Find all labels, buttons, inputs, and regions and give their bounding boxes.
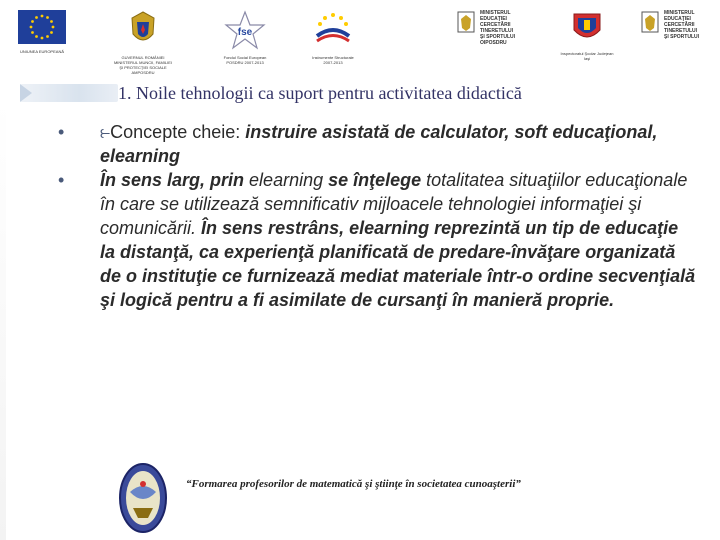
definition-part-2: elearning	[249, 170, 324, 190]
structural-caption: Instrumente Structurale 2007-2013	[312, 55, 354, 65]
list-item	[58, 120, 698, 168]
list-item	[58, 168, 698, 312]
content-body	[58, 120, 698, 312]
ministry-education-caption-2: MINISTERUL EDUCAŢIEI CERCETĂRII TINERETULUI ŞI SPORTULUI	[664, 10, 700, 40]
ministry-labour-logo	[104, 10, 182, 75]
definition-part-3: se înţelege	[323, 170, 427, 190]
project-emblem-logo	[118, 462, 168, 534]
footer-slogan: “Formarea profesorilor de matematică şi ştiinţe în societatea cunoaşterii”	[186, 478, 521, 490]
ministry-education-logo-2	[640, 10, 718, 40]
key-concepts-icon: ⥼	[100, 122, 111, 142]
title-decoration	[20, 84, 118, 102]
page-title: 1. Noile tehnologii ca suport pentru activitatea didactică	[118, 83, 522, 103]
fse-caption: Fondul Social European POSDRU 2007-2013	[223, 55, 267, 65]
definition-part-4: totalitatea situaţiilor educaţionale în care se utilizează semnificativ mijloacele tehnologiei informaţiei şi comunicării.	[100, 170, 688, 238]
eu-caption: UNIUNEA EUROPEANĂ	[19, 49, 64, 54]
project-emblem-icon	[118, 462, 168, 534]
inspectorat-caption: Inspectoratul Şcolar Judeţean Iaşi	[560, 51, 614, 61]
bullet-marker: •	[58, 170, 65, 190]
ministry-labour-caption: GUVERNUL ROMÂNIEI MINISTERUL MUNCII, FAMILIEI ŞI PROTECŢIEI SOCIALE AMPOSDRU	[113, 55, 173, 75]
instrumente-structurale-logo	[298, 10, 368, 65]
eu-flag-logo	[12, 10, 72, 54]
svg-text:fse: fse	[237, 27, 253, 38]
ministry-education-logo-1	[456, 10, 536, 46]
ministry-education-crest-icon-2	[640, 10, 660, 36]
definition-part-5: În sens restrâns, elearning reprezintă un tip de educaţie la distanţă, ca experienţă planificată de predare-învăţare organizată de o instituţie ce furnizează mediat materiale într-o ordine secvenţială şi logică pentru a fi asimilate de cursanţi în manieră proprie.	[100, 218, 696, 310]
eu-flag-icon	[18, 10, 66, 44]
coat-of-arms-icon	[128, 10, 158, 50]
bullet-marker: •	[58, 122, 65, 142]
logo-bar	[0, 0, 720, 80]
ministry-education-caption-1: MINISTERUL EDUCAŢIEI CERCETĂRII TINERETULUI ŞI SPORTULUI OIPOSDRU	[480, 10, 516, 46]
definition-part-1: În sens larg, prin	[100, 170, 250, 190]
structural-instruments-icon	[311, 10, 355, 50]
inspectorat-logo	[552, 10, 622, 61]
inspectorat-shield-icon	[570, 10, 604, 46]
key-concepts-text: instruire asistată de calculator, soft educaţional, elearning	[100, 122, 658, 166]
fse-star-icon	[223, 10, 267, 50]
fse-logo	[210, 10, 280, 65]
left-decor-strip	[0, 100, 6, 540]
ministry-education-crest-icon	[456, 10, 476, 36]
key-concepts-label: Concepte cheie:	[110, 122, 246, 142]
